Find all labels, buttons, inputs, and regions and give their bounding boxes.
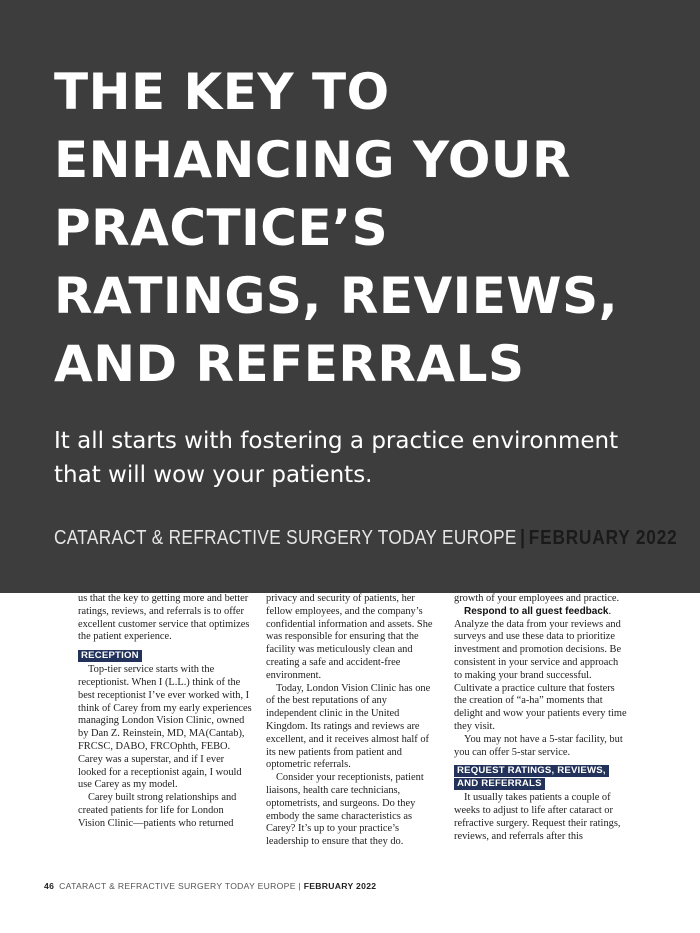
runin-period: . xyxy=(608,605,612,617)
article-body xyxy=(78,593,630,849)
journal-name: CATARACT & REFRACTIVE SURGERY TODAY EUROPE xyxy=(54,527,517,549)
footer-date: FEBRUARY 2022 xyxy=(303,881,377,891)
footer-separator: | xyxy=(298,881,301,891)
title-line: RATINGS, REVIEWS, xyxy=(54,267,619,325)
paragraph: Carey built strong relationships and created patients for life for London Vision Clinic—patients who returned xyxy=(78,792,237,829)
article-title xyxy=(54,58,674,398)
title-line: THE KEY TO xyxy=(54,63,390,121)
title-line: PRACTICE’S xyxy=(54,199,389,257)
paragraph: Today, London Vision Clinic has one of the best reputations of any independent clinic in the United Kingdom. Its ratings and reviews are excellent, and it receives almost half of its new patients from patient and optometric referrals. xyxy=(266,682,431,771)
issue-date: FEBRUARY 2022 xyxy=(528,527,678,549)
paragraph: Top-tier service starts with the receptionist. When I (L.L.) think of the best receptionist I’ve ever worked with, I think of Carey from my early experiences managing London Vision Clinic, owned by Dan Z. Reinstein, MD, MA(Cantab), FRCSC, DABO, FRCOphth, FEBO. Carey was a superstar, and if I ever looked for a receptionist again, I would use Carey as my model. xyxy=(78,664,252,791)
paragraph: Analyze the data from your reviews and surveys and use these data to prioritize investment and promotion decisions. Be consistent in your service and approach to making your brand successful. Cultivate a practice culture that fosters the creation of “a-ha” moments that delight and wow your patients every time they visit. xyxy=(454,618,627,732)
section-heading-line: REQUEST RATINGS, REVIEWS, xyxy=(454,765,609,777)
title-line: AND REFERRALS xyxy=(54,335,525,393)
section-heading-reception: RECEPTION xyxy=(78,650,142,662)
separator: | xyxy=(520,527,526,549)
runin-heading xyxy=(454,606,628,619)
paragraph: us that the key to getting more and better ratings, reviews, and referrals is to offer excellent customer service that optimizes the patient experience. xyxy=(78,593,250,643)
paragraph: growth of your employees and practice. xyxy=(454,593,620,604)
page-footer xyxy=(44,881,376,891)
paragraph: privacy and security of patients, her fellow employees, and the company’s confidential information and assets. She was responsible for ensuring that the facility was meticulously clean and creating a safe and accident-free environment. xyxy=(266,593,433,681)
article-subtitle: It all starts with fostering a practice environment that will wow your patients. xyxy=(54,428,619,488)
journal-line xyxy=(54,527,678,550)
paragraph: Consider your receptionists, patient liaisons, health care technicians, optometrists, and surgeons. Do they embody the same characteristics as Carey? It’s up to your practice’s leadership to ensure that they do. xyxy=(266,772,424,848)
column-3 xyxy=(454,593,628,849)
paragraph: You may not have a 5-star facility, but you can offer 5-star service. xyxy=(454,733,623,758)
column-2 xyxy=(266,593,440,849)
section-heading-request xyxy=(454,765,628,792)
title-line: ENHANCING YOUR xyxy=(54,131,572,189)
page-number: 46 xyxy=(44,881,55,891)
paragraph: It usually takes patients a couple of weeks to adjust to life after cataract or refractive surgery. Request their ratings, reviews, and referrals after this xyxy=(454,792,621,842)
section-heading-line: AND REFERRALS xyxy=(454,778,545,790)
column-1 xyxy=(78,593,252,849)
footer-journal: CATARACT & REFRACTIVE SURGERY TODAY EUROPE xyxy=(59,881,296,891)
runin-heading-text: Respond to all guest feedback xyxy=(464,605,609,617)
